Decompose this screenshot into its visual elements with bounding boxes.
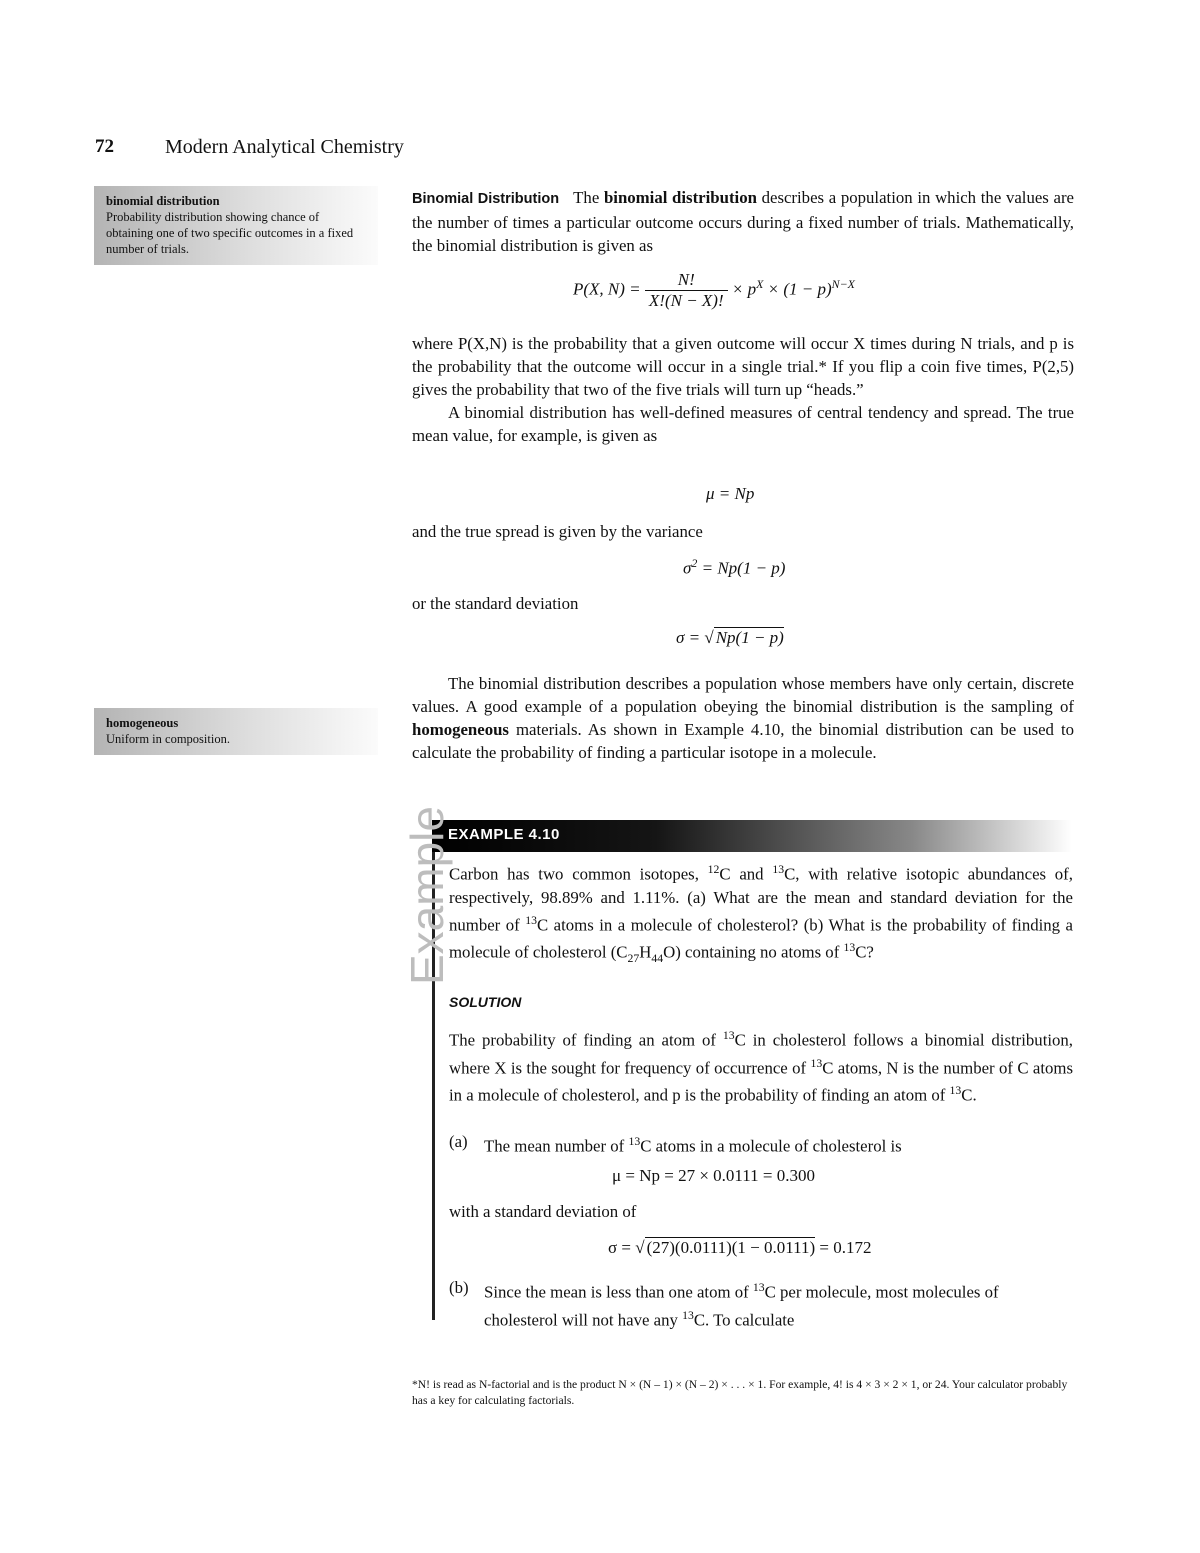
mean-equation: μ = Np [706,484,755,503]
margin-note-homogeneous [94,708,378,755]
section-heading: Binomial Distribution [412,191,560,207]
example-question [449,858,1073,970]
margin-term: homogeneous [106,716,179,730]
example-side-label: Example [401,806,453,985]
section-intro [412,186,1074,257]
example-question-text: Carbon has two common isotopes, $^{12}$C and $^{13}$C, with relative isotopic abundances of, respectively, 98.89% and 1.11%. (a) What are the mean and standard deviation for the number of $^{13}$C atoms in a molecule of cholesterol? (b) What is the probability of finding a molecule of cholesterol $(C_{27}H_{44}O)$ containing no atoms of $^{13}$C? [449,863,1073,966]
example-header-bar [432,820,1072,852]
variance-equation: $\sigma^2 = Np(1 - p)$ [683,556,786,578]
key-term: binomial distribution [603,188,757,207]
key-term: homogeneous [412,720,509,739]
margin-note-binomial [94,186,378,265]
binomial-equation: P(X, N) = $\frac{N!}{X!(N - X)!}$ × $p^X \times (1 - p)^{N-X}$ [573,270,855,310]
sd-equation: σ = √ Np(1 − p) [676,628,784,647]
mean-calculation: μ = Np = 27 × 0.0111 = 0.300 [612,1166,815,1185]
solution-body [449,1024,1073,1107]
footnote: *N! is read as N-factorial and is the product N × (N – 1) × (N – 2) × . . . × 1. For example, 4! is 4 × 3 × 2 × 1, or 24. Your calculator probably has a key for calculating factorials. [412,1378,1068,1407]
example-label: EXAMPLE 4.10 [448,826,560,843]
margin-term: binomial distribution [106,194,220,208]
page-number: 72 [95,136,114,157]
paragraph-variance-intro: and the true spread is given by the variance [412,522,703,541]
solution-step-a: (a) The mean number of $^{13}$C atoms in a molecule of cholesterol is [449,1132,902,1156]
paragraph-where: where P(X,N) is the probability that a given outcome will occur X times during N trials, and p is the probability that the outcome will occur in a single trial.* If you flip a coin five times, P(2,5) gives the probability that two of the five trials will turn up “heads.” [412,334,1074,399]
solution-step-b: (b) Since the mean is less than one atom of $^{13}$C per molecule, most molecules of cholesterol will not have any $^{13}$C. To calculate [449,1278,999,1330]
paragraph-sd-intro: or the standard deviation [412,594,579,613]
margin-definition: Uniform in composition. [106,732,230,746]
paragraph-discrete: The binomial distribution describes a population whose members have only certain, discrete values. A good example of a population obeying the binomial distribution is the sampling of homogeneous materials. As shown in Example 4.10, the binomial distribution can be used to calculate the probability of finding a particular isotope in a molecule. [412,674,1074,762]
paragraph-central-tendency: A binomial distribution has well-defined measures of central tendency and spread. The true mean value, for example, is given as [412,403,1074,445]
sd-intro: with a standard deviation of [449,1202,637,1221]
solution-paragraph: The probability of finding an atom of $^{13}$C in cholesterol follows a binomial distribution, where X is the sought for frequency of occurrence of $^{13}$C atoms, N is the number of C atoms in a molecule of cholesterol, and p is the probability of finding an atom of $^{13}$C. [449,1029,1073,1105]
solution-heading: SOLUTION [449,994,522,1010]
margin-definition: Probability distribution showing chance of obtaining one of two specific outcomes in a fixed number of trials. [106,210,354,256]
sd-calculation: σ = √ (27)(0.0111)(1 − 0.0111) = 0.172 [608,1238,872,1257]
running-header-title: Modern Analytical Chemistry [165,136,404,158]
section-body [412,332,1074,447]
paragraph-intro: Binomial Distribution The binomial distribution describes a population in which the values are the number of times a particular outcome occurs during a fixed number of trials. Mathematically, the binomial distribution is given as [412,188,1074,255]
